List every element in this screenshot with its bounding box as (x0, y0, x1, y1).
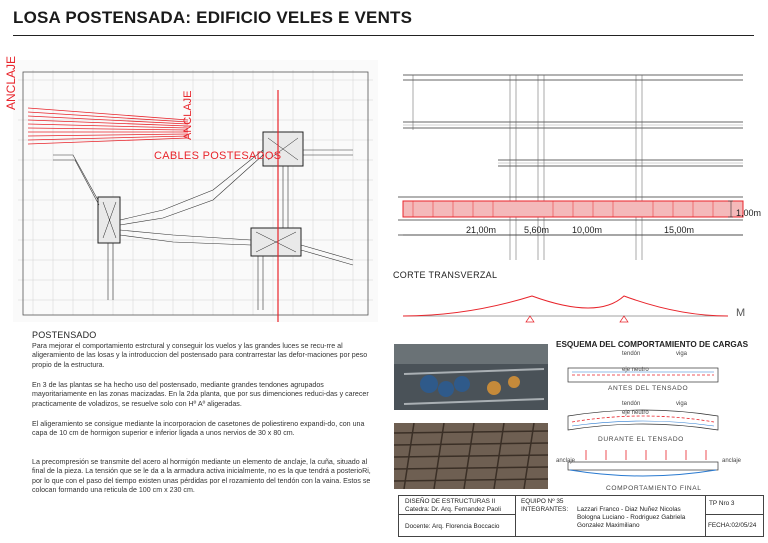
moment-label: M (736, 307, 746, 319)
span-dim-4: 15,00m (664, 225, 695, 235)
eje-neutro-label-1: eje neutro (622, 367, 649, 373)
anclaje-label-left-scheme: anclaje (556, 458, 576, 464)
eje-neutro-label-2: eje neutro (622, 410, 649, 416)
integrantes-line-2: Bologna Luciano - Rodriguez Gabriela (577, 514, 686, 521)
viga-label-2: viga (676, 401, 688, 407)
title-divider (13, 35, 754, 36)
moment-curve (403, 296, 728, 316)
cables-postesados-label: CABLES POSTESADOS (154, 150, 282, 162)
anclaje-label-left: ANCLAJE (4, 55, 18, 110)
slab-height-dim: 1,00m (736, 208, 762, 218)
title-block (398, 495, 764, 537)
equipo-number: EQUIPO Nº 35 (521, 498, 564, 505)
photo-rebar-grid (394, 423, 548, 489)
docente: Docente: Arq. Florencia Boccacio (405, 523, 500, 530)
page-title: LOSA POSTENSADA: EDIFICIO VELES E VENTS (13, 8, 413, 27)
paragraph-1: Para mejorar el comportamiento estrctural y conseguir los vuelos y las grandes luces se recu-rre al aligeramiento de las losas y la introduccion del postensado para contrarrestar las defor-maciones por peso propio de la estructura. (32, 342, 368, 369)
course-name: DISEÑO DE ESTRUCTURAS II (405, 498, 496, 505)
load-scheme-diagram (556, 350, 756, 490)
fecha: FECHA:02/05/24 (708, 522, 757, 529)
paragraph-2: En 3 de las plantas se ha hecho uso del postensado, mediante grandes tendones agrupados mayoritariamente en las zonas macizadas. En la 2da planta, que por sus dimenciones reduci-das y carecer practicamente de voladizos, se resuelve solo con Hº Aº aligeradas. (32, 381, 369, 408)
anclaje-label-right-scheme: anclaje (722, 458, 742, 464)
tp-number: TP Nro 3 (709, 500, 735, 507)
tendon-label-1: tendón (622, 351, 641, 357)
postensado-heading: POSTENSADO (32, 330, 97, 340)
support-left (526, 316, 534, 322)
floor-plan-drawing (13, 60, 378, 322)
tendon-curve-final (570, 470, 716, 476)
stage-during-label: DURANTE EL TENSADO (598, 436, 684, 443)
section-hatch (403, 125, 743, 163)
moment-diagram (398, 280, 762, 330)
photo-anchorage-tendons (394, 344, 548, 410)
beam-final (568, 462, 718, 470)
integrantes-line-1: Lazzari Franco - Diaz Nuñez Nicolas (577, 506, 681, 513)
support-right (620, 316, 628, 322)
span-dim-1: 21,00m (466, 225, 497, 235)
tendon-label-2: tendón (622, 401, 641, 407)
integrantes-line-3: Gonzalez Maximiliano (577, 522, 640, 529)
catedra: Catedra: Dr. Arq. Fernandez Paoli (405, 506, 501, 513)
stage-final-label: COMPORTAMIENTO FINAL (606, 485, 702, 492)
paragraph-3: El aligeramiento se consigue mediante la incorporacion de casetones de poliestireno expandi-do, con una capa de 10 cm de hormigon superior e inferior ligada a unos nervios de 30 x 80 cm. (32, 420, 365, 438)
corte-transversal-label: CORTE TRANSVERZAL (393, 270, 498, 280)
integrantes-label: INTEGRANTES: (521, 506, 569, 513)
paragraph-4: La precompresión se transmite del acero al hormigón mediante un elemento de anclaje, la cuña, situado al final de la pieza. La tensión que se le da a la armadura activa inicialmente, no es la que tendrá a posterioRi, por lo que con el paso del tiempo existen unas pérdidas por el rozamiento del tendón con la vaina. Estos se colocan formando una reticula de 100 cm x 230 cm. (32, 458, 371, 495)
stage-before-label: ANTES DEL TENSADO (608, 385, 689, 392)
span-dim-2: 5,60m (524, 225, 550, 235)
span-dim-3: 10,00m (572, 225, 603, 235)
building-section-drawing (398, 60, 762, 270)
anclaje-label-right: ANCLAJE (182, 90, 194, 140)
viga-label-1: viga (676, 351, 688, 357)
scheme-title: ESQUEMA DEL COMPORTAMIENTO DE CARGAS (556, 340, 749, 349)
